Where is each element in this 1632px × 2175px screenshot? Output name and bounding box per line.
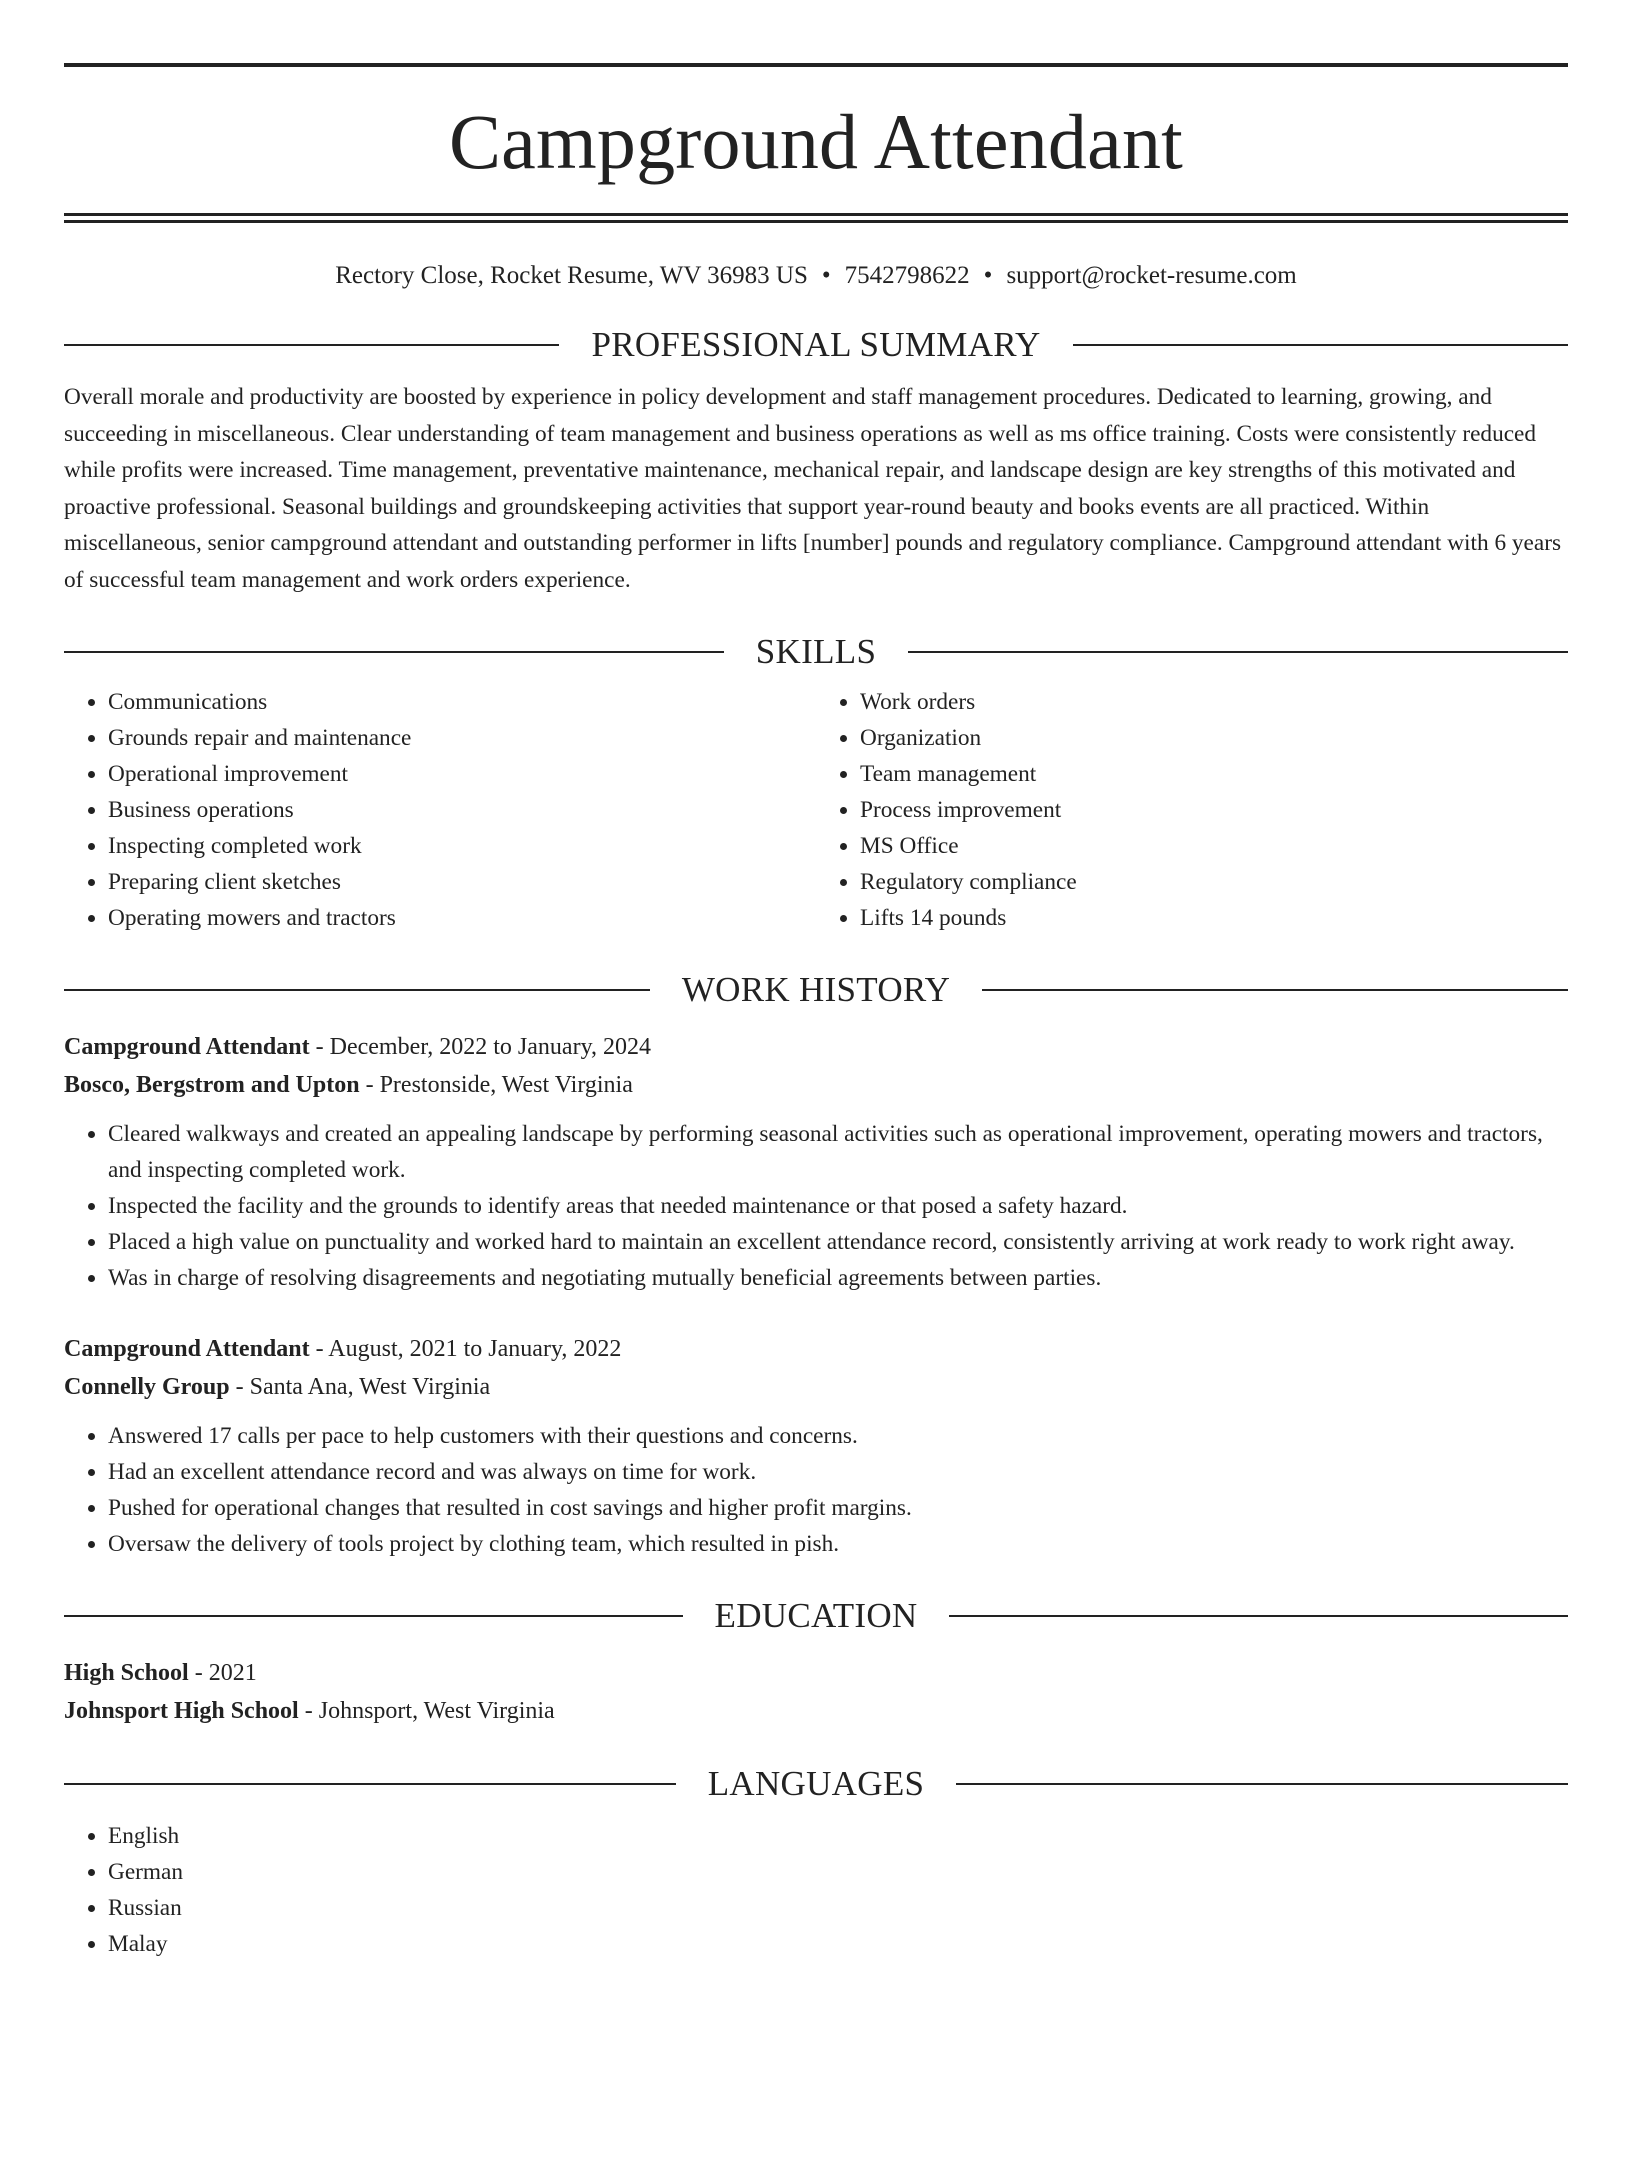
job-company: Connelly Group	[64, 1374, 230, 1400]
heading-rule	[949, 1615, 1568, 1617]
skills-list	[64, 684, 1568, 936]
contact-line	[64, 261, 1568, 291]
contact-separator: •	[983, 262, 993, 289]
summary-text: Overall morale and productivity are boosted by experience in policy development and staff management procedures. Dedicated to learning, growing, and succeeding in miscellaneous. Clear understanding of team management and business operations as well as ms office training. Costs were consistently reduced while profits were increased. Time management, preventative maintenance, mechanical repair, and landscape design are key strengths of this motivated and proactive professional. Seasonal buildings and groundskeeping activities that support year-round beauty and books events are all practiced. Within miscellaneous, senior campground attendant and outstanding performer in lifts [number] pounds and regulatory compliance. Campground attendant with 6 years of successful team management and work orders experience.	[64, 384, 1562, 593]
skills-left-list	[64, 684, 816, 936]
job-company-line	[64, 1368, 1568, 1406]
job-title: Campground Attendant	[64, 1034, 310, 1060]
section-title: EDUCATION	[714, 1596, 918, 1635]
skill-item: • Regulatory compliance	[860, 864, 1568, 900]
language-item: • Russian	[108, 1890, 1568, 1926]
heading-rule	[1073, 344, 1568, 346]
job-bullet: • Answered 17 calls per pace to help customers with their questions and concerns.	[108, 1418, 1568, 1454]
section-heading-education	[64, 1596, 1568, 1636]
skill-item: • Process improvement	[860, 792, 1568, 828]
heading-rule	[64, 344, 559, 346]
skill-item: • MS Office	[860, 828, 1568, 864]
job-company: Bosco, Bergstrom and Upton	[64, 1072, 360, 1098]
top-rule	[64, 63, 1568, 67]
skill-item: • Organization	[860, 720, 1568, 756]
education-degree: High School	[64, 1660, 189, 1686]
job-entry	[64, 1330, 1568, 1562]
skill-item: • Team management	[860, 756, 1568, 792]
job-title-line	[64, 1330, 1568, 1368]
job-bullet: • Had an excellent attendance record and was always on time for work.	[108, 1454, 1568, 1490]
section-title: WORK HISTORY	[681, 970, 951, 1009]
skill-item: • Operational improvement	[108, 756, 816, 792]
job-bullet: • Oversaw the delivery of tools project by clothing team, which resulted in pish.	[108, 1526, 1568, 1562]
job-dates: - December, 2022 to January, 2024	[309, 1034, 652, 1060]
skill-item: • Inspecting completed work	[108, 828, 816, 864]
skill-item: • Grounds repair and maintenance	[108, 720, 816, 756]
job-location: - Prestonside, West Virginia	[359, 1072, 633, 1098]
skill-item: • Operating mowers and tractors	[108, 900, 816, 936]
education-entry	[64, 1654, 1568, 1730]
section-title: LANGUAGES	[707, 1764, 925, 1803]
skill-item: • Work orders	[860, 684, 1568, 720]
contact-address: Rectory Close, Rocket Resume, WV 36983 US	[335, 262, 808, 289]
skill-item: • Communications	[108, 684, 816, 720]
heading-rule	[64, 1783, 676, 1785]
heading-rule	[64, 651, 724, 653]
language-item: • German	[108, 1854, 1568, 1890]
heading-rule	[64, 1615, 683, 1617]
job-bullets	[64, 1418, 1568, 1562]
skills-right-list	[816, 684, 1568, 936]
section-title: SKILLS	[755, 632, 877, 671]
job-bullet: • Inspected the facility and the grounds to identify areas that needed maintenance or that posed a safety hazard.	[108, 1188, 1568, 1224]
job-title: Campground Attendant	[64, 1336, 310, 1362]
heading-rule	[908, 651, 1568, 653]
section-heading-summary	[64, 325, 1568, 365]
job-bullet: • Pushed for operational changes that resulted in cost savings and higher profit margins.	[108, 1490, 1568, 1526]
job-bullets	[64, 1116, 1568, 1296]
job-company-line	[64, 1066, 1568, 1104]
education-school-line	[64, 1692, 1568, 1730]
language-item: • English	[108, 1818, 1568, 1854]
education-location: - Johnsport, West Virginia	[298, 1698, 555, 1724]
heading-rule	[982, 989, 1568, 991]
job-bullet: • Placed a high value on punctuality and worked hard to maintain an excellent attendance record, consistently arriving at work ready to work right away.	[108, 1224, 1568, 1260]
section-heading-work-history	[64, 970, 1568, 1010]
job-location: - Santa Ana, West Virginia	[229, 1374, 491, 1400]
header-double-rule	[64, 213, 1568, 223]
job-entry	[64, 1028, 1568, 1296]
heading-rule	[956, 1783, 1568, 1785]
job-dates: - August, 2021 to January, 2022	[309, 1336, 622, 1362]
contact-separator: •	[821, 262, 831, 289]
job-title-line	[64, 1028, 1568, 1066]
skill-item: • Preparing client sketches	[108, 864, 816, 900]
skills-column-right	[816, 684, 1568, 936]
contact-phone: 7542798622	[844, 262, 970, 289]
heading-rule	[64, 989, 650, 991]
section-title: PROFESSIONAL SUMMARY	[591, 325, 1041, 364]
resume-page	[0, 63, 1632, 2175]
job-bullet: • Cleared walkways and created an appealing landscape by performing seasonal activities such as operational improvement, operating mowers and tractors, and inspecting completed work.	[108, 1116, 1568, 1188]
languages-items	[64, 1818, 1568, 1962]
skills-column-left	[64, 684, 816, 936]
education-school: Johnsport High School	[64, 1698, 299, 1724]
skill-item: • Lifts 14 pounds	[860, 900, 1568, 936]
education-year: - 2021	[188, 1660, 257, 1686]
language-item: • Malay	[108, 1926, 1568, 1962]
languages-list	[64, 1818, 1568, 1962]
education-degree-line	[64, 1654, 1568, 1692]
contact-email: support@rocket-resume.com	[1006, 262, 1297, 289]
skill-item: • Business operations	[108, 792, 816, 828]
section-heading-languages	[64, 1764, 1568, 1804]
section-heading-skills	[64, 632, 1568, 672]
job-bullet: • Was in charge of resolving disagreements and negotiating mutually beneficial agreements between parties.	[108, 1260, 1568, 1296]
candidate-name: Campground Attendant	[448, 98, 1184, 185]
